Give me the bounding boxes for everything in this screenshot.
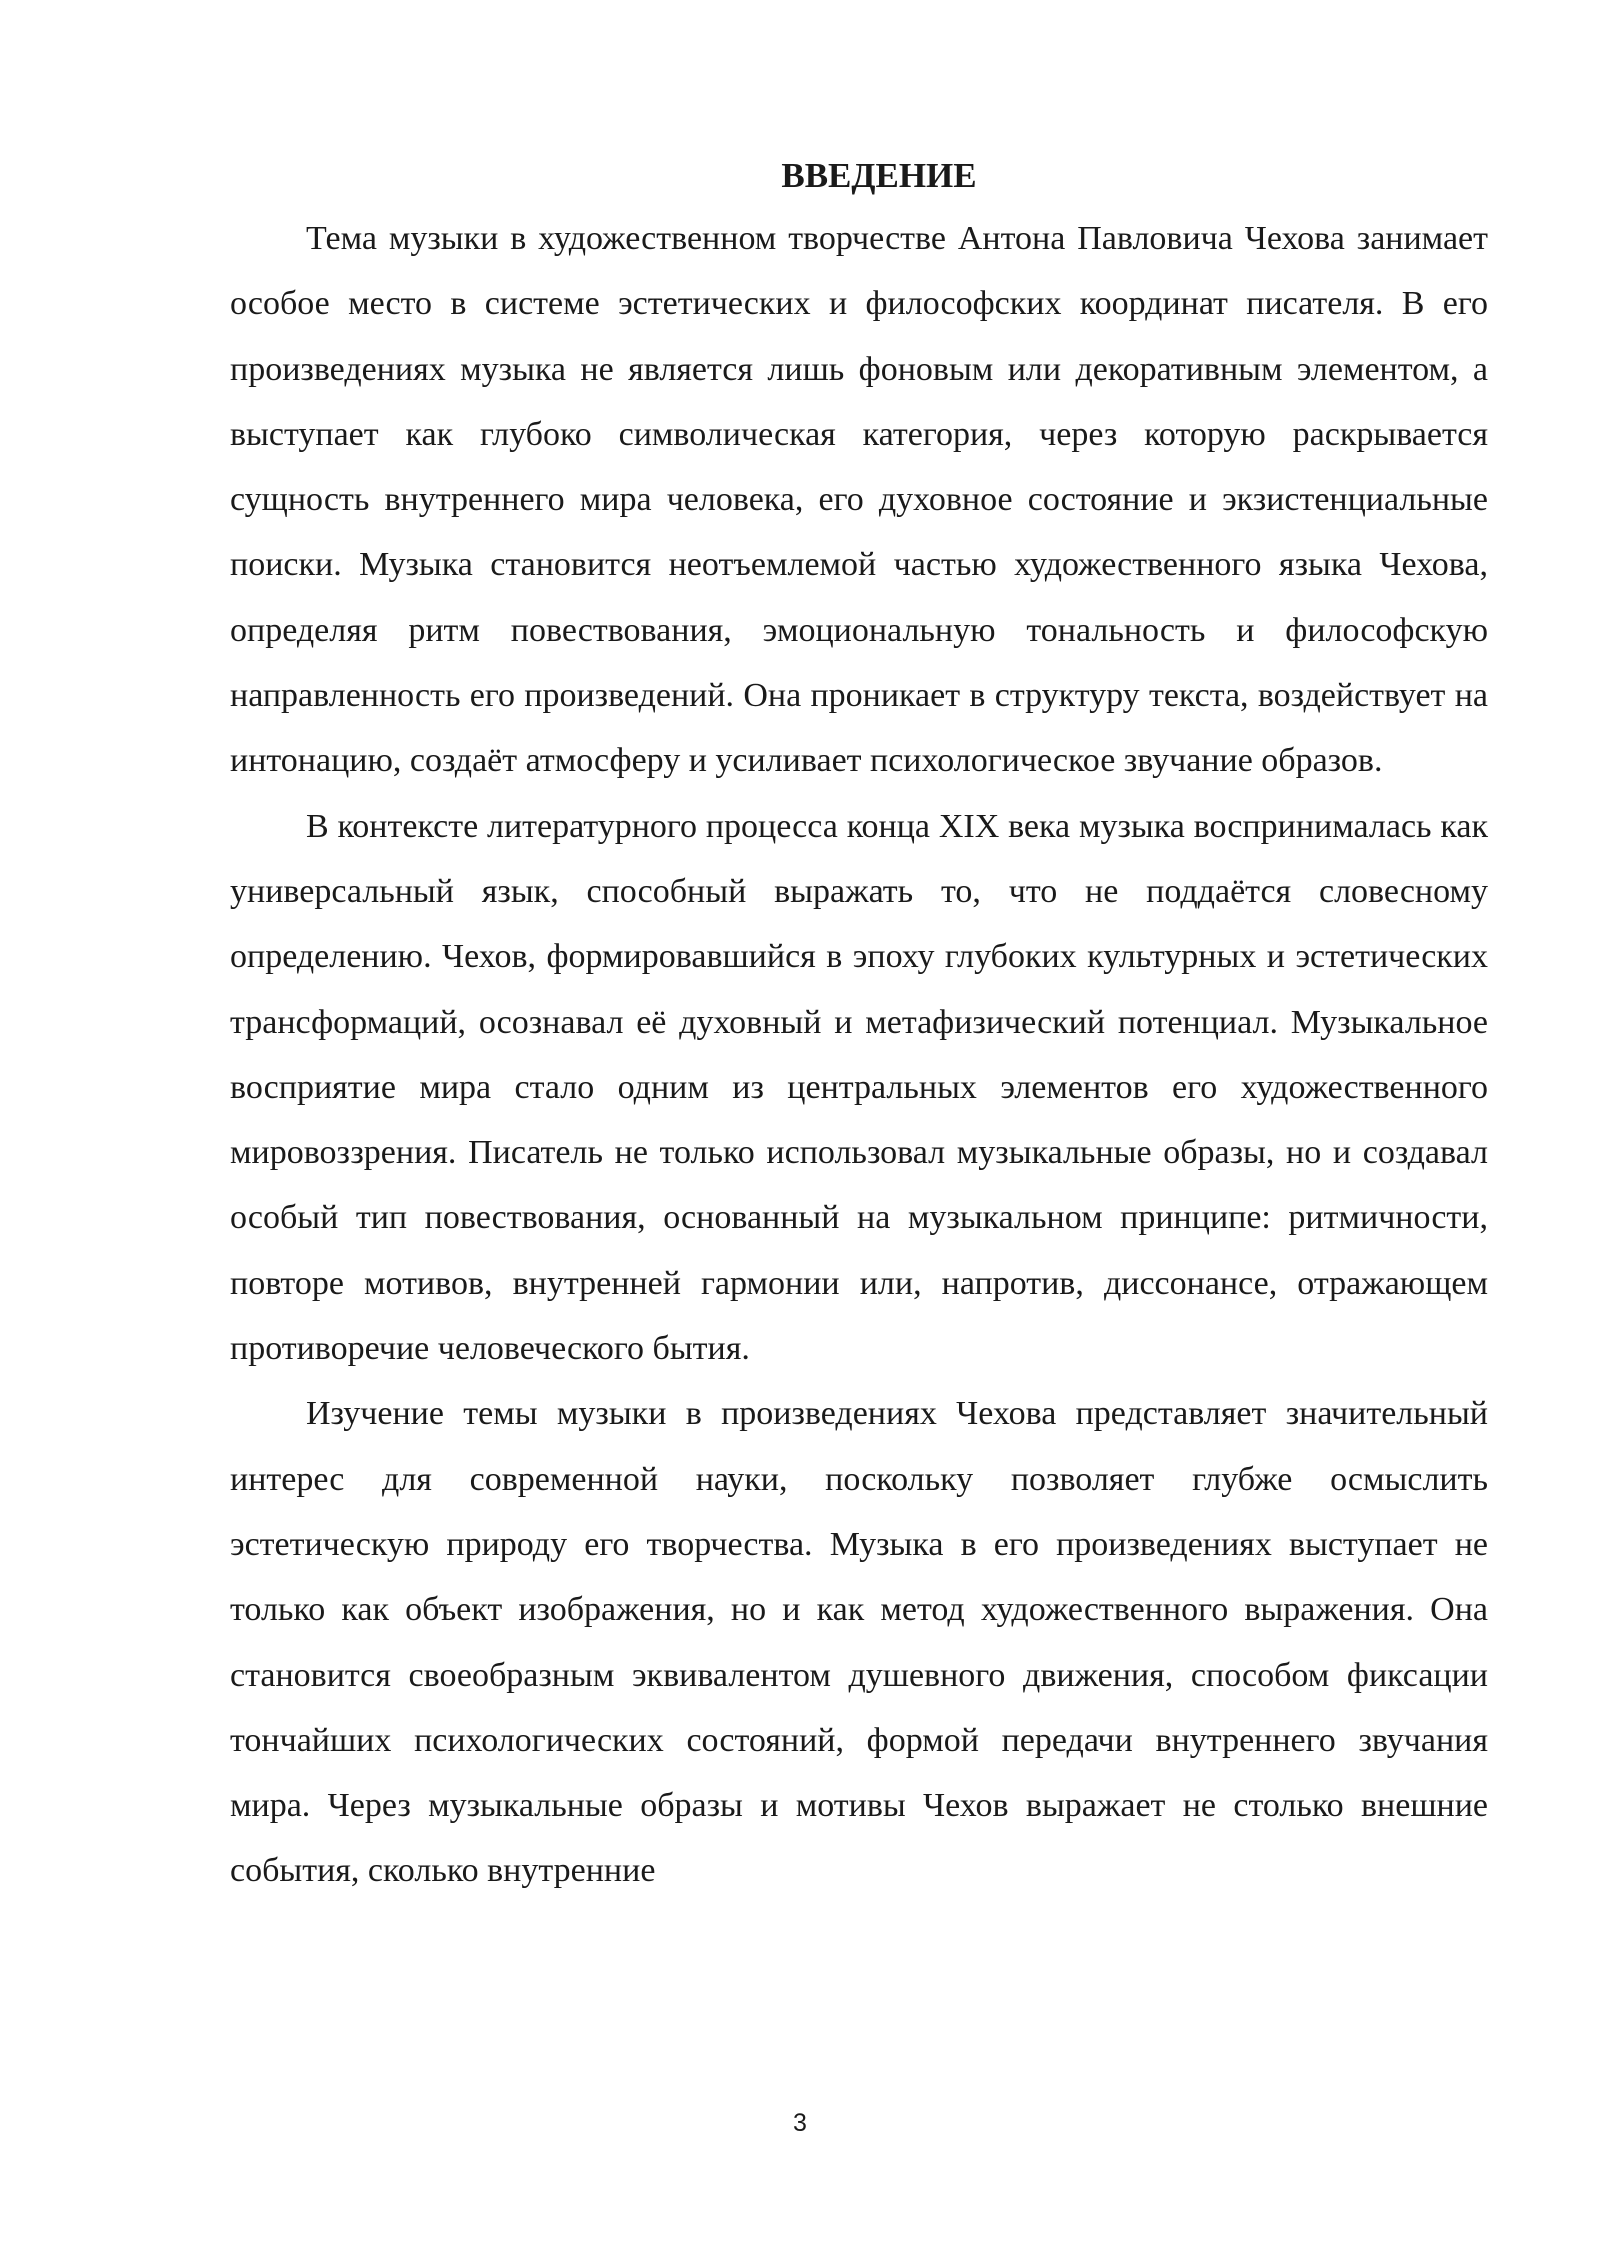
page-body	[230, 146, 1488, 1904]
paragraph-2: В контексте литературного процесса конца XIX века музыка воспринималась как универсальный язык, способный выражать то, что не поддаётся словесному определению. Чехов, формировавшийся в эпоху глубоких культурных и эстетических трансформаций, осознавал её духовный и метафизический потенциал. Музыкальное восприятие мира стало одним из центральных элементов его художественного мировоззрения. Писатель не только использовал музыкальные образы, но и создавал особый тип повествования, основанный на музыкальном принципе: ритмичности, повторе мотивов, внутренней гармонии или, напротив, диссонансе, отражающем противоречие человеческого бытия.	[230, 807, 1488, 1368]
page-number: 3	[793, 2109, 807, 2137]
section-heading: ВВЕДЕНИЕ	[781, 156, 977, 195]
paragraph-3: Изучение темы музыки в произведениях Чехова представляет значительный интерес для современной науки, поскольку позволяет глубже осмыслить эстетическую природу его творчества. Музыка в его произведениях выступает не только как объект изображения, но и как метод художественного выражения. Она становится своеобразным эквивалентом душевного движения, способом фиксации тончайших психологических состояний, формой передачи внутреннего звучания мира. Через музыкальные образы и мотивы Чехов выражает не столько внешние события, сколько внутренние	[230, 1395, 1488, 1890]
paragraph-1: Тема музыки в художественном творчестве Антона Павловича Чехова занимает особое место в системе эстетических и философских координат писателя. В его произведениях музыка не является лишь фоновым или декоративным элементом, а выступает как глубоко символическая категория, через которую раскрывается сущность внутреннего мира человека, его духовное состояние и экзистенциальные поиски. Музыка становится неотъемлемой частью художественного языка Чехова, определяя ритм повествования, эмоциональную тональность и философскую направленность его произведений. Она проникает в структуру текста, воздействует на интонацию, создаёт атмосферу и усиливает психологическое звучание образов.	[230, 220, 1488, 780]
